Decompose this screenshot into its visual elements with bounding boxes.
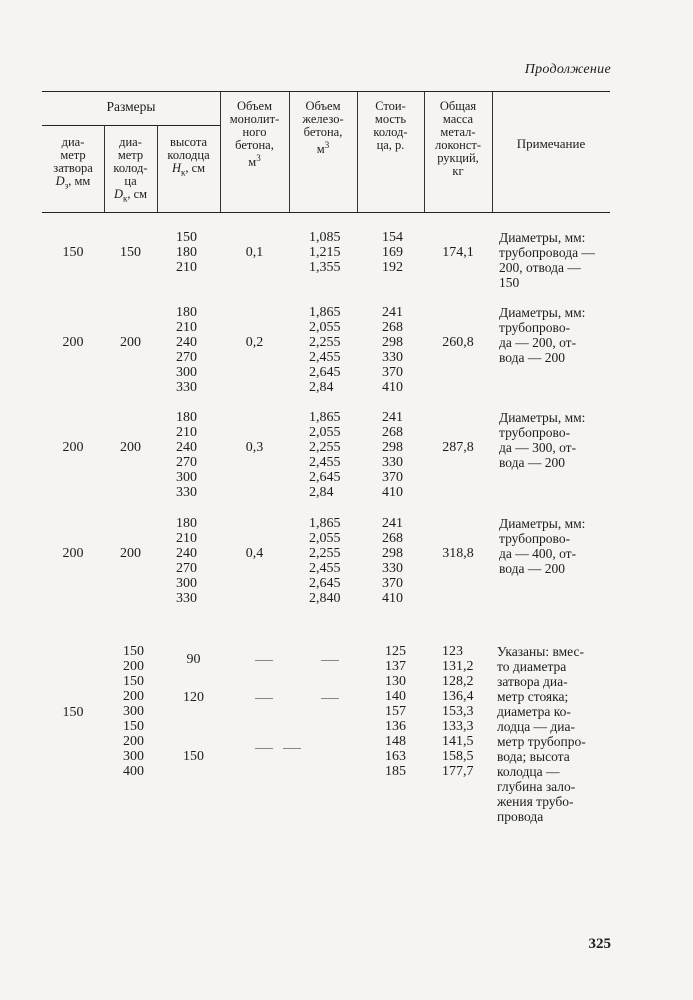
cell-costs: 154 169 192 bbox=[382, 230, 403, 275]
cell-note: Диаметры, мм: трубопровода — 200, отвода — 150 bbox=[499, 230, 595, 290]
cell-note: Диаметры, мм: трубопрово- да — 400, от- вода — 200 bbox=[499, 516, 586, 576]
cell-well-diameters: 150 200 150 200 300 150 200 300 400 bbox=[123, 644, 144, 779]
header-well-diameter: диа- метр колод- ца $D_к$, см bbox=[113, 135, 148, 204]
cell-rc-volumes: 1,865 2,055 2,255 2,455 2,645 2,84 bbox=[309, 410, 341, 500]
dash-rc-1 bbox=[321, 660, 339, 661]
cell-costs: 241 268 298 330 370 410 bbox=[382, 410, 403, 500]
cell-valve-diameter: 200 bbox=[62, 335, 84, 350]
cell-valve-diameter: 150 bbox=[62, 705, 84, 720]
continuation-label: Продолжение bbox=[524, 62, 611, 77]
cell-monolithic-volume: 0,3 bbox=[245, 440, 264, 455]
header-rc-volume: Объем железо- бетона, $м^3$ bbox=[302, 99, 344, 157]
dash-monolithic-1 bbox=[255, 660, 273, 661]
cell-rc-volumes: 1,865 2,055 2,255 2,455 2,645 2,840 bbox=[309, 516, 341, 606]
header-note: Примечание bbox=[516, 136, 586, 151]
cell-note: Диаметры, мм: трубопрово- да — 200, от- вода — 200 bbox=[499, 305, 586, 365]
cell-height-90: 90 bbox=[186, 652, 201, 667]
cell-well-diameter: 200 bbox=[120, 335, 141, 350]
cell-costs: 125 137 130 140 157 136 148 163 185 bbox=[385, 644, 406, 779]
table-top-rule bbox=[42, 91, 610, 92]
sizes-subheader-rule bbox=[42, 125, 220, 126]
cell-height-120: 120 bbox=[183, 690, 204, 705]
col-divider-7 bbox=[492, 91, 493, 212]
dash-rc-3 bbox=[283, 748, 301, 749]
cell-valve-diameter: 200 bbox=[62, 440, 84, 455]
cell-note: Диаметры, мм: трубопрово- да — 300, от- вода — 200 bbox=[499, 410, 586, 470]
header-monolithic-volume: Объем монолит- ного бетона, $м^3$ bbox=[229, 99, 280, 170]
page-number: 325 bbox=[588, 936, 611, 952]
cell-monolithic-volume: 0,2 bbox=[245, 335, 264, 350]
header-well-height: высота колодца $H_к$, см bbox=[167, 135, 210, 178]
cell-valve-diameter: 150 bbox=[62, 245, 84, 260]
cell-metal-mass: 260,8 bbox=[442, 335, 474, 350]
cell-monolithic-volume: 0,1 bbox=[245, 245, 264, 260]
cell-metal-mass: 174,1 bbox=[442, 245, 474, 260]
cell-well-diameter: 200 bbox=[120, 440, 141, 455]
cell-rc-volumes: 1,865 2,055 2,255 2,455 2,645 2,84 bbox=[309, 305, 341, 395]
cell-heights: 180 210 240 270 300 330 bbox=[176, 305, 197, 395]
cell-well-diameter: 150 bbox=[120, 245, 141, 260]
cell-rc-volumes: 1,085 1,215 1,355 bbox=[309, 230, 341, 275]
cell-well-diameter: 200 bbox=[120, 546, 141, 561]
cell-costs: 241 268 298 330 370 410 bbox=[382, 516, 403, 606]
cell-metal-masses: 123 131,2 128,2 136,4 153,3 133,3 141,5 158,5 177,7 bbox=[442, 644, 474, 779]
cell-metal-mass: 318,8 bbox=[442, 546, 474, 561]
cell-heights: 150 180 210 bbox=[176, 230, 197, 275]
dash-monolithic-3 bbox=[255, 748, 273, 749]
cell-heights: 180 210 240 270 300 330 bbox=[176, 410, 197, 500]
dash-monolithic-2 bbox=[255, 698, 273, 699]
cell-height-150: 150 bbox=[183, 749, 204, 764]
cell-monolithic-volume: 0,4 bbox=[245, 546, 264, 561]
header-well-cost: Стои- мость колод- ца, р. bbox=[373, 99, 408, 152]
dash-rc-2 bbox=[321, 698, 339, 699]
header-valve-diameter: диа- метр затвора $D_з$, мм bbox=[53, 135, 93, 191]
cell-metal-mass: 287,8 bbox=[442, 440, 474, 455]
cell-valve-diameter: 200 bbox=[62, 546, 84, 561]
cell-costs: 241 268 298 330 370 410 bbox=[382, 305, 403, 395]
cell-heights: 180 210 240 270 300 330 bbox=[176, 516, 197, 606]
header-bottom-rule bbox=[42, 212, 610, 213]
header-metal-mass: Общая масса метал- локонст- рукций, кг bbox=[434, 99, 482, 178]
cell-note: Указаны: вмес- то диаметра затвора диа- метр стояка; диаметра ко- лодца — диа- метр трубопро- вода; высота колодца — глубина зало- жения трубо- провода bbox=[497, 644, 586, 824]
header-sizes-group: Размеры bbox=[106, 99, 156, 114]
